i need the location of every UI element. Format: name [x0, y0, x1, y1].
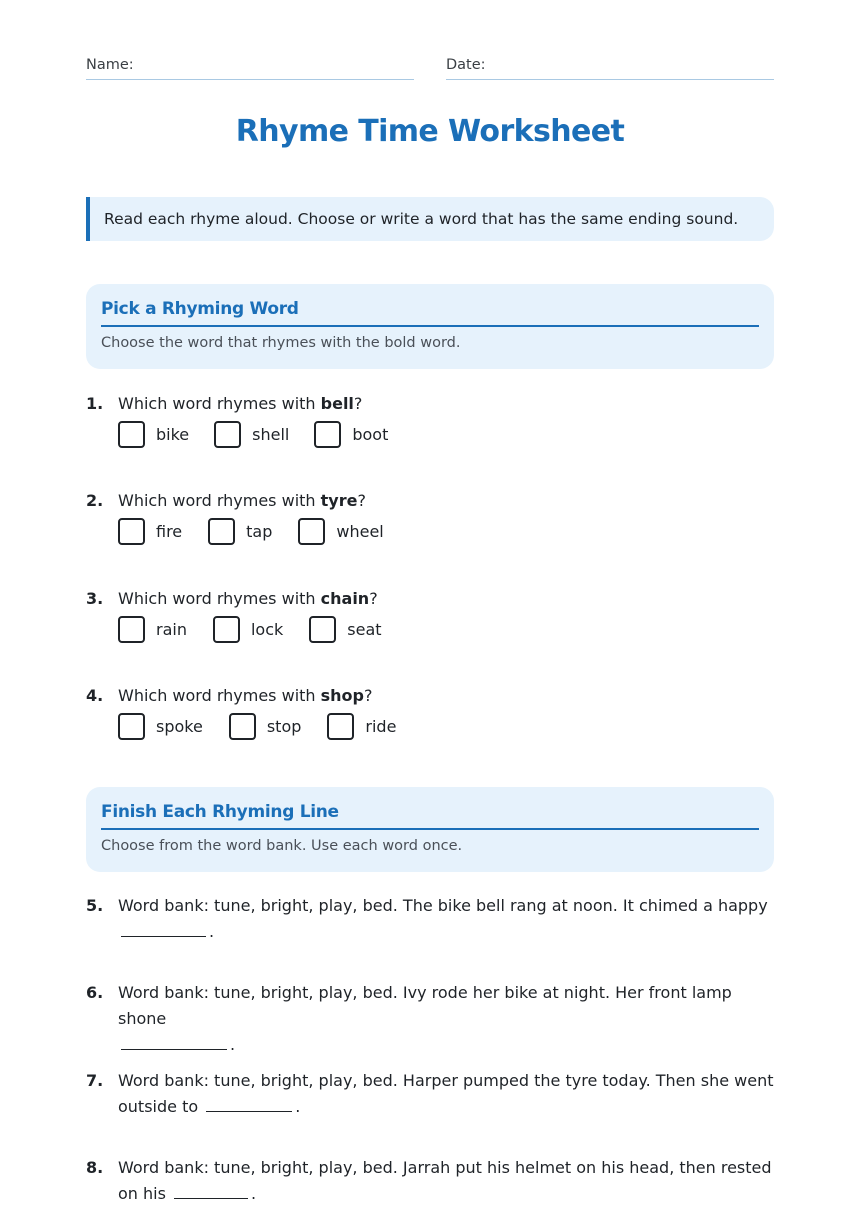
option[interactable] [214, 421, 289, 448]
option[interactable] [118, 713, 203, 740]
checkbox[interactable] [229, 713, 256, 740]
option-label: seat [347, 619, 382, 639]
checkbox[interactable] [118, 713, 145, 740]
header-fields [86, 54, 774, 80]
date-label: Date: [446, 57, 486, 73]
option-label: ride [365, 716, 397, 736]
section-finish-rhyming-line [86, 787, 774, 872]
answer-line: . [118, 919, 774, 945]
question-text: Which word rhymes with chain? [118, 589, 378, 608]
answer-options [118, 420, 412, 448]
question-text [118, 980, 774, 1058]
option[interactable] [213, 616, 283, 643]
answer-options [118, 712, 420, 740]
question-line: Word bank: tune, bright, play, bed. The bike bell rang at noon. It chimed a happy [118, 896, 768, 915]
question-text: Which word rhymes with bell? [118, 394, 363, 413]
question-5 [86, 893, 774, 949]
option-label: boot [352, 424, 389, 444]
option[interactable] [298, 518, 383, 545]
checkbox[interactable] [327, 713, 354, 740]
question-3 [86, 589, 774, 649]
answer-line: on his . [118, 1181, 774, 1207]
option[interactable] [118, 616, 187, 643]
question-text: Which word rhymes with tyre? [118, 491, 366, 510]
option-label: bike [156, 424, 190, 444]
rhyme-word: tyre [320, 491, 358, 510]
page-title: Rhyme Time Worksheet [235, 114, 625, 149]
question-line: Word bank: tune, bright, play, bed. Ivy rode her bike at night. Her front lamp shone [118, 983, 732, 1028]
question-text [118, 1155, 774, 1207]
checkbox[interactable] [309, 616, 336, 643]
option[interactable] [229, 713, 302, 740]
section-subtitle: Choose from the word bank. Use each word once. [101, 838, 463, 854]
answer-blank[interactable] [121, 919, 206, 937]
option-label: spoke [156, 716, 203, 736]
option[interactable] [309, 616, 381, 643]
question-1 [86, 394, 774, 454]
option[interactable] [314, 421, 388, 448]
checkbox[interactable] [214, 421, 241, 448]
answer-blank[interactable] [206, 1094, 292, 1112]
answer-blank[interactable] [174, 1181, 248, 1199]
rhyme-word: bell [320, 394, 354, 413]
option[interactable] [327, 713, 396, 740]
checkbox[interactable] [118, 616, 145, 643]
date-field[interactable] [446, 54, 774, 80]
option-label: rain [156, 619, 187, 639]
instructions-callout: Read each rhyme aloud. Choose or write a word that has the same ending sound. [86, 197, 774, 241]
question-number: 1. [86, 394, 104, 413]
question-number: 8. [86, 1158, 104, 1177]
answer-line: . [118, 1032, 774, 1058]
option-label: wheel [336, 521, 384, 541]
option-label: tap [246, 521, 273, 541]
question-number: 7. [86, 1071, 104, 1090]
section-subtitle: Choose the word that rhymes with the bold word. [101, 335, 461, 351]
question-7 [86, 1068, 774, 1124]
answer-blank[interactable] [121, 1032, 227, 1050]
checkbox[interactable] [208, 518, 235, 545]
name-field[interactable] [86, 54, 414, 80]
option-label: fire [156, 521, 183, 541]
question-4 [86, 686, 774, 746]
rhyme-word: chain [320, 589, 370, 608]
question-number: 4. [86, 686, 104, 705]
checkbox[interactable] [213, 616, 240, 643]
question-number: 3. [86, 589, 104, 608]
checkbox[interactable] [118, 518, 145, 545]
rhyme-word: shop [320, 686, 364, 705]
section-title: Finish Each Rhyming Line [101, 802, 759, 830]
checkbox[interactable] [298, 518, 325, 545]
question-number: 2. [86, 491, 104, 510]
name-label: Name: [86, 57, 134, 73]
option[interactable] [118, 518, 182, 545]
section-pick-rhyming-word [86, 284, 774, 369]
option-label: lock [250, 619, 284, 639]
question-2 [86, 491, 774, 551]
question-text [118, 1068, 774, 1120]
answer-options [118, 517, 408, 545]
question-line: Word bank: tune, bright, play, bed. Harper pumped the tyre today. Then she went [118, 1071, 774, 1090]
question-number: 5. [86, 896, 104, 915]
checkbox[interactable] [118, 421, 145, 448]
answer-line: outside to . [118, 1094, 774, 1120]
question-text [118, 893, 774, 945]
option[interactable] [118, 421, 189, 448]
question-number: 6. [86, 983, 104, 1002]
option-label: shell [252, 424, 290, 444]
question-text: Which word rhymes with shop? [118, 686, 373, 705]
question-8 [86, 1155, 774, 1211]
checkbox[interactable] [314, 421, 341, 448]
answer-options [118, 615, 406, 643]
section-title: Pick a Rhyming Word [101, 299, 759, 327]
question-6 [86, 980, 774, 1054]
question-line: Word bank: tune, bright, play, bed. Jarrah put his helmet on his head, then rested [118, 1158, 772, 1177]
option[interactable] [208, 518, 272, 545]
option-label: stop [266, 716, 302, 736]
